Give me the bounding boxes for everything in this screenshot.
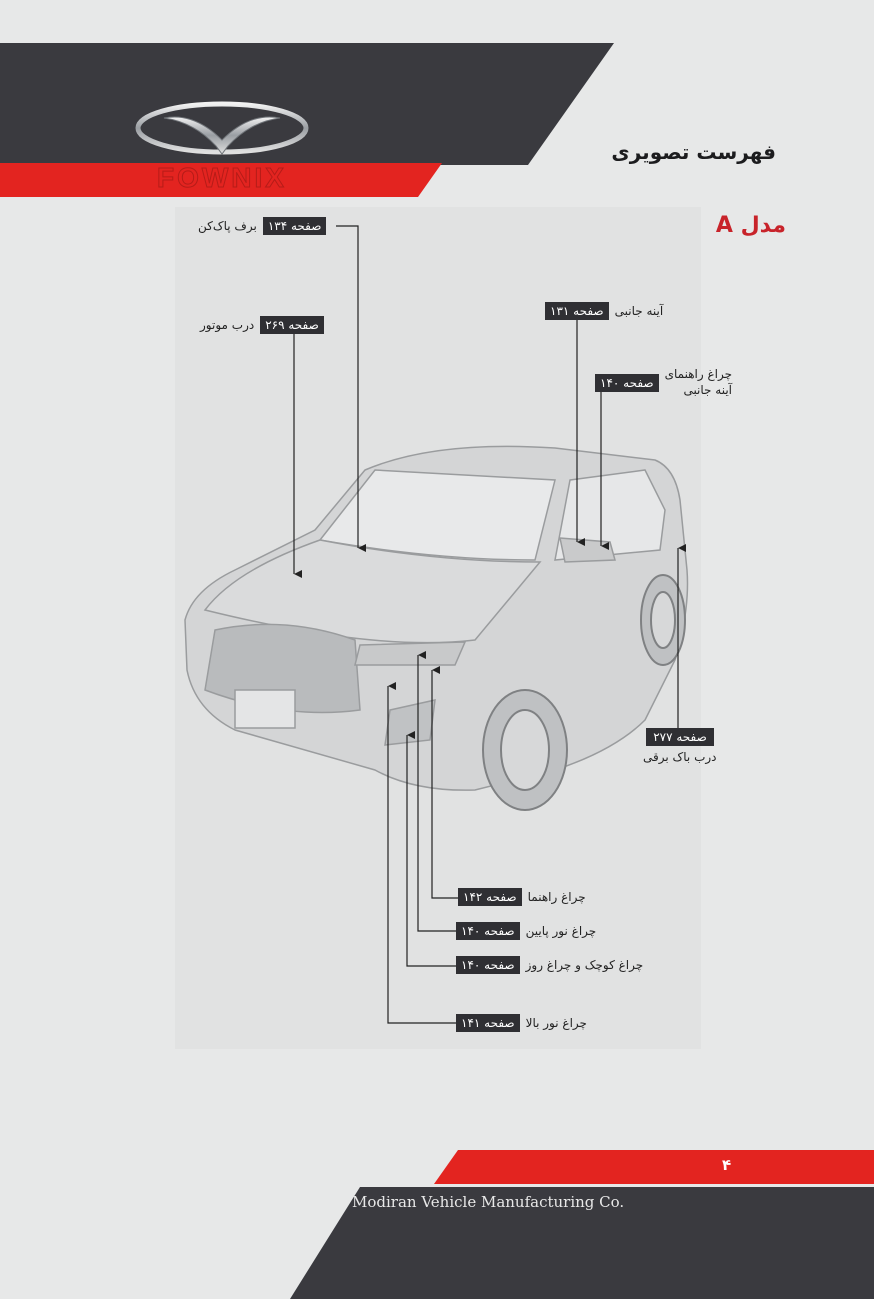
page-badge: صفحه ۲۷۷ <box>646 728 714 746</box>
callout-label: درب موتور <box>200 318 255 332</box>
callout-label-line2: آینه جانبی <box>683 383 733 397</box>
page-number: ۴ <box>722 1156 732 1174</box>
callout-label: چراغ نور بالا <box>525 1016 587 1030</box>
company-name: Modiran Vehicle Manufacturing Co. <box>352 1193 625 1211</box>
callout-mirror-signal <box>595 366 732 398</box>
callout-high-beam <box>456 1014 587 1032</box>
callout-low-beam <box>456 922 596 940</box>
callout-drl <box>456 956 643 974</box>
page-badge: صفحه ۱۳۱ <box>545 302 609 320</box>
callout-label: چراغ کوچک و چراغ روز <box>525 958 644 972</box>
model-title: مدل A <box>715 213 786 238</box>
callout-mirror <box>545 302 663 320</box>
callout-wiper <box>198 217 326 235</box>
page-badge: صفحه ۱۴۲ <box>458 888 522 906</box>
page-badge: صفحه ۲۶۹ <box>260 316 324 334</box>
callout-label: آینه جانبی <box>614 304 664 318</box>
page-badge: صفحه ۱۴۰ <box>595 374 659 392</box>
callout-label: برف پاک‌کن <box>198 219 257 233</box>
page-badge: صفحه ۱۳۴ <box>263 217 327 235</box>
page-badge: صفحه ۱۴۰ <box>456 922 520 940</box>
callout-hood <box>200 316 324 334</box>
callout-label: درب باک برقی <box>643 750 717 764</box>
callout-label: چراغ نور پایین <box>525 924 597 938</box>
brand-wordmark: FOWNIX <box>157 162 287 193</box>
page-badge: صفحه ۱۴۱ <box>456 1014 520 1032</box>
callout-label: چراغ راهنما <box>527 890 586 904</box>
footer-red-band <box>434 1150 874 1184</box>
page-badge: صفحه ۱۴۰ <box>456 956 520 974</box>
page-title: فهرست تصویری <box>611 140 776 164</box>
callout-label-line1: چراغ راهنمای <box>664 367 733 381</box>
callout-fuel-door <box>643 728 717 764</box>
callout-turn-signal <box>458 888 586 906</box>
